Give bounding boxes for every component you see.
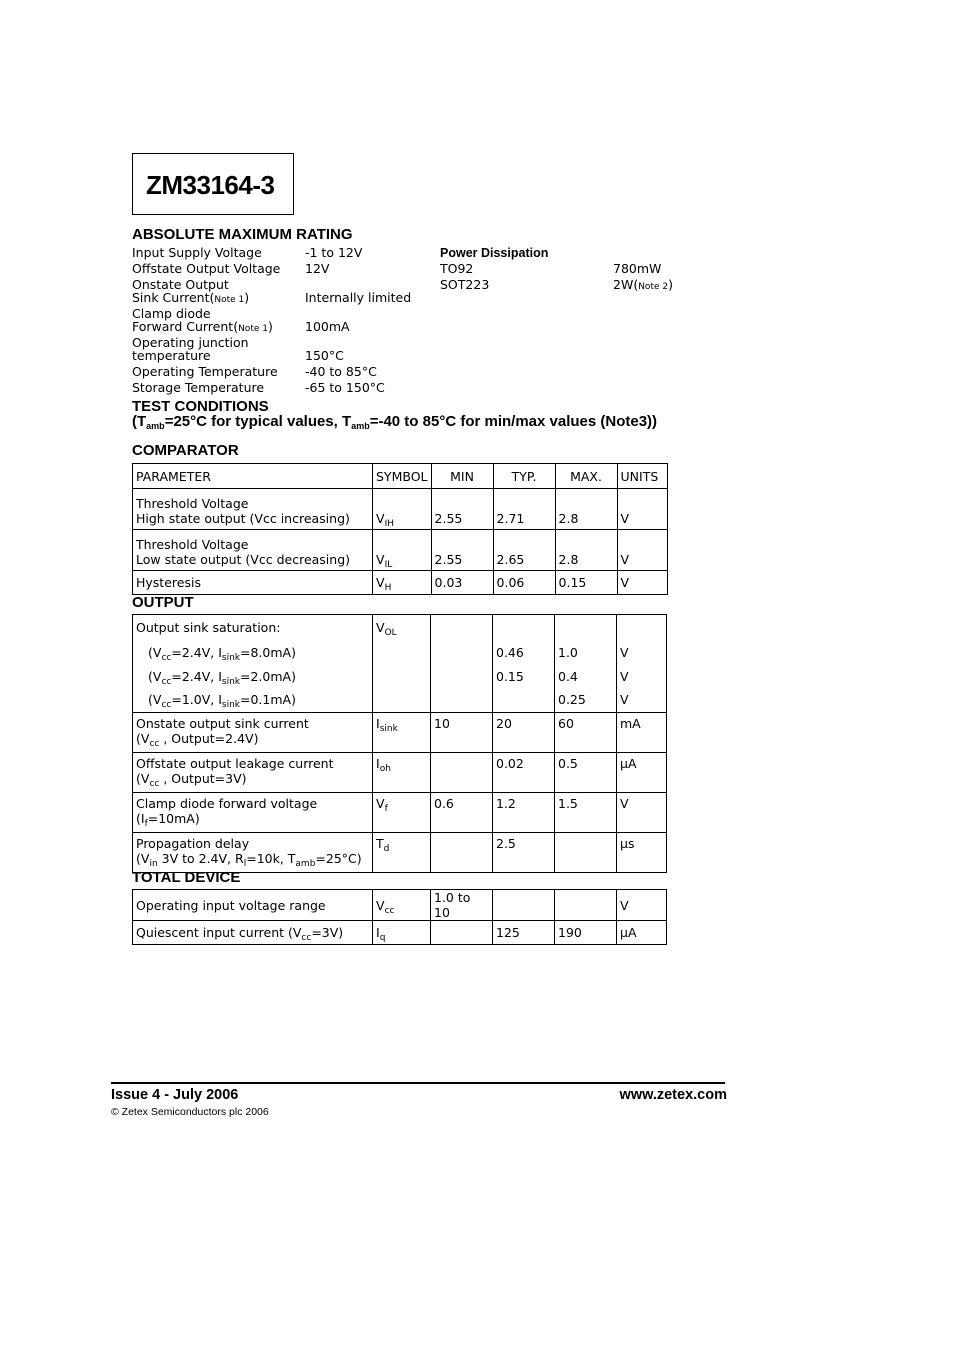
- title-box: [132, 153, 294, 215]
- parameter-cell: Quiescent input current $(V_{cc}=3V)$: [133, 921, 373, 945]
- min-cell: 0.03: [431, 571, 493, 595]
- amr-value: -40 to 85°C: [305, 364, 377, 379]
- typ-cell: 2.71: [493, 489, 555, 530]
- footer-url[interactable]: www.zetex.com: [619, 1087, 727, 1103]
- amr-value: 12V: [305, 261, 330, 276]
- amr-label: Onstate Output: [132, 277, 229, 292]
- column-header: UNITS: [617, 464, 667, 489]
- power-package: SOT223: [440, 277, 490, 292]
- amr-label: Storage Temperature: [132, 380, 265, 395]
- symbol-cell: $I_{oh}$: [373, 752, 431, 792]
- typ-cell: 0.02: [493, 752, 555, 792]
- unit-cell: V: [617, 530, 667, 571]
- column-header: MIN: [431, 464, 493, 489]
- unit-cell: mA: [617, 712, 667, 752]
- symbol-cell: $T_d$: [373, 832, 431, 872]
- column-header: PARAMETER: [133, 464, 373, 489]
- power-value: 780mW: [613, 261, 662, 276]
- amr-value: -65 to 150°C: [305, 380, 385, 395]
- max-cell: 0.15: [555, 571, 617, 595]
- min-cell: 1.0 to 10: [431, 890, 493, 921]
- min-cell: [431, 615, 493, 713]
- max-cell: 190: [555, 921, 617, 945]
- unit-cell: V: [617, 489, 667, 530]
- symbol-cell: $V_H$: [373, 571, 432, 595]
- test-conditions-line: ($T_{amb}=25^\circ C$ for typical values, $T_{amb}=-40$ to 85°C for min/max values (Note3)): [132, 413, 658, 431]
- amr-value: 150°C: [305, 348, 344, 363]
- unit-cell: µA: [617, 921, 667, 945]
- output-heading: OUTPUT: [132, 594, 194, 611]
- typ-cell: 20: [493, 712, 555, 752]
- amr-label: Offstate Output Voltage: [132, 261, 281, 276]
- output-table: [132, 614, 667, 873]
- table-row: [133, 530, 668, 571]
- parameter-cell: Operating input voltage range: [133, 890, 373, 921]
- power-package: TO92: [440, 261, 474, 276]
- unit-cell: V: [617, 792, 667, 832]
- table-row: [133, 921, 667, 945]
- table-row: [133, 890, 667, 921]
- note-ref: Note 1: [238, 324, 268, 334]
- min-cell: 0.6: [431, 792, 493, 832]
- symbol-cell: $V_{OL}$: [373, 615, 431, 713]
- parameter-cell: Threshold Voltage Low state output (Vcc decreasing): [133, 530, 373, 571]
- table-row: [133, 832, 667, 872]
- column-header: SYMBOL: [373, 464, 432, 489]
- footer-rule: [111, 1082, 725, 1084]
- typ-cell: 2.5: [493, 832, 555, 872]
- symbol-cell: $V_{IH}$: [373, 489, 432, 530]
- table-header-row: [133, 464, 668, 489]
- max-cell: 2.8: [555, 530, 617, 571]
- comparator-heading: COMPARATOR: [132, 442, 239, 459]
- typ-cell: 1.2: [493, 792, 555, 832]
- max-cell: 60: [555, 712, 617, 752]
- min-cell: [431, 752, 493, 792]
- parameter-cell: Offstate output leakage current ($V_{cc}$ , Output=3V): [133, 752, 373, 792]
- unit-cell: µA: [617, 752, 667, 792]
- parameter-cell: Threshold Voltage High state output (Vcc increasing): [133, 489, 373, 530]
- amr-label: Clamp diode: [132, 306, 211, 321]
- absolute-max-heading: ABSOLUTE MAXIMUM RATING: [132, 226, 353, 243]
- test-conditions-heading: TEST CONDITIONS: [132, 398, 269, 415]
- parameter-cell: Output sink saturation: ($V_{cc}=2.4V$, $I_{sink}=8.0mA$) ($V_{cc}=2.4V$, $I_{sink}=2.0mA$) ($V_{cc}=1.0V$, $I_{sink}=0.1mA$): [133, 615, 373, 713]
- symbol-cell: $V_f$: [373, 792, 431, 832]
- symbol-cell: $V_{IL}$: [373, 530, 432, 571]
- note-ref: Note 1: [214, 295, 245, 305]
- amr-value: 100mA: [305, 319, 350, 334]
- typ-cell: 0.06: [493, 571, 555, 595]
- total-device-heading: TOTAL DEVICE: [132, 869, 241, 886]
- symbol-cell: $V_{cc}$: [373, 890, 431, 921]
- table-row: [133, 712, 667, 752]
- max-cell: [555, 890, 617, 921]
- total-device-table: [132, 889, 667, 945]
- column-header: MAX.: [555, 464, 617, 489]
- amr-label-line2: Sink Current(Note 1): [132, 290, 250, 305]
- table-row: [133, 752, 667, 792]
- footer-issue: Issue 4 - July 2006: [111, 1087, 239, 1103]
- typ-cell: 125: [493, 921, 555, 945]
- max-cell: 2.8: [555, 489, 617, 530]
- unit-cell: V: [617, 890, 667, 921]
- parameter-cell: Clamp diode forward voltage $(I_f=10mA)$: [133, 792, 373, 832]
- amr-label-line2: temperature: [132, 348, 211, 363]
- unit-cell: µs: [617, 832, 667, 872]
- typ-cell: 0.46 0.15: [493, 615, 555, 713]
- parameter-cell: Onstate output sink current ($V_{cc}$ , Output=2.4V): [133, 712, 373, 752]
- max-cell: [555, 832, 617, 872]
- min-cell: [431, 921, 493, 945]
- table-row: [133, 615, 667, 713]
- amr-label-line2: Forward Current(Note 1): [132, 319, 273, 334]
- power-value: 2W(Note 2): [613, 277, 673, 292]
- typ-cell: [493, 890, 555, 921]
- column-header: TYP.: [493, 464, 555, 489]
- note-ref: Note 2: [638, 282, 669, 292]
- parameter-cell: Hysteresis: [133, 571, 373, 595]
- min-cell: [431, 832, 493, 872]
- amr-label: Input Supply Voltage: [132, 245, 262, 260]
- amr-label: Operating Temperature: [132, 364, 278, 379]
- parameter-cell: Propagation delay ($V_{in}$ 3V to 2.4V, $R_l=10k$, $T_{amb}=25^\circ C$): [133, 832, 373, 872]
- unit-cell: V V V: [617, 615, 667, 713]
- max-cell: 1.0 0.4 0.25: [555, 615, 617, 713]
- min-cell: 2.55: [431, 530, 493, 571]
- unit-cell: V: [617, 571, 667, 595]
- amr-value: -1 to 12V: [305, 245, 363, 260]
- table-row: [133, 571, 668, 595]
- max-cell: 0.5: [555, 752, 617, 792]
- table-row: [133, 489, 668, 530]
- symbol-cell: $I_q$: [373, 921, 431, 945]
- table-row: [133, 792, 667, 832]
- amr-label: Operating junction: [132, 335, 249, 350]
- typ-cell: 2.65: [493, 530, 555, 571]
- max-cell: 1.5: [555, 792, 617, 832]
- page-title: ZM33164-3: [146, 170, 275, 200]
- min-cell: 2.55: [431, 489, 493, 530]
- comparator-table: [132, 463, 668, 595]
- power-dissipation-heading: Power Dissipation: [440, 246, 549, 260]
- footer-copyright: © Zetex Semiconductors plc 2006: [111, 1106, 269, 1118]
- min-cell: 10: [431, 712, 493, 752]
- symbol-cell: $I_{sink}$: [373, 712, 431, 752]
- amr-value: Internally limited: [305, 290, 412, 305]
